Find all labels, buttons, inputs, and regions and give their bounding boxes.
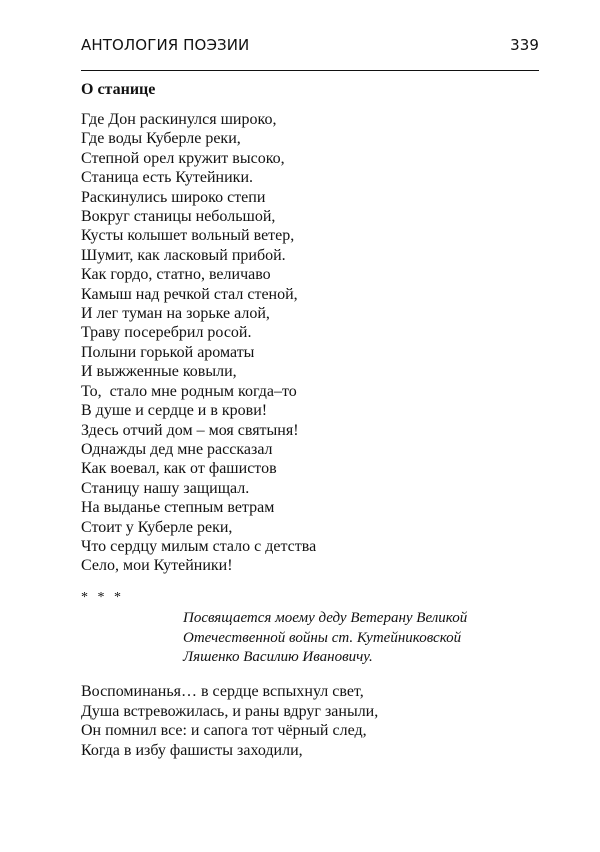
running-header <box>81 36 539 60</box>
poem-verses <box>81 110 316 576</box>
poem-title: О станице <box>81 81 156 98</box>
verse-line: Кусты колышет вольный ветер, <box>81 227 295 245</box>
section-separator: * * * <box>81 590 124 605</box>
verse-line: Раскинулись широко степи <box>81 188 266 206</box>
verse-line: Степной орел кружит высоко, <box>81 149 285 167</box>
dedication <box>183 609 467 668</box>
verse-line: Как воевал, как от фашистов <box>81 460 277 478</box>
verse-line: Здесь отчий дом – моя святыня! <box>81 421 299 439</box>
book-title: АНТОЛОГИЯ ПОЭЗИИ <box>81 36 250 54</box>
verse-line: Когда в избу фашисты заходили, <box>81 741 303 759</box>
verse-line: Шумит, как ласковый прибой. <box>81 246 286 264</box>
second-poem-verses <box>81 682 378 760</box>
dedication-line: Посвящается моему деду Ветерану Великой <box>183 610 468 626</box>
verse-line: Где Дон раскинулся широко, <box>81 111 277 128</box>
dedication-line: Отечественной войны ст. Кутейниковской <box>183 629 462 646</box>
verse-line: Станицу нашу защищал. <box>81 479 250 497</box>
verse-line: И лег туман на зорьке алой, <box>81 305 270 323</box>
verse-line: Стоит у Куберле реки, <box>81 518 233 536</box>
verse-line: То, стало мне родным когда–то <box>81 382 297 400</box>
verse-line: Душа встревожилась, и раны вдруг заныли, <box>81 702 379 720</box>
dedication-line: Ляшенко Василию Ивановичу. <box>183 649 373 665</box>
verse-line: И выжженные ковыли, <box>81 363 237 381</box>
page-number: 339 <box>510 36 539 54</box>
verse-line: В душе и сердце и в крови! <box>81 402 268 420</box>
verse-line: Как гордо, статно, величаво <box>81 266 271 284</box>
verse-line: Полыни горькой ароматы <box>81 343 255 361</box>
verse-line: Село, мои Кутейники! <box>81 557 233 575</box>
verse-line: Что сердцу милым стало с детства <box>81 537 317 555</box>
verse-line: Траву посеребрил росой. <box>81 324 252 342</box>
verse-line: Станица есть Кутейники. <box>81 169 254 187</box>
header-divider <box>81 70 539 71</box>
verse-line: Он помнил все: и сапога тот чёрный след, <box>81 722 367 739</box>
verse-line: Однажды дед мне рассказал <box>81 440 273 458</box>
verse-line: Вокруг станицы небольшой, <box>81 208 276 226</box>
verse-line: Где воды Куберле реки, <box>81 130 241 148</box>
verse-line: Камыш над речкой стал стеной, <box>81 285 298 303</box>
verse-line: Воспоминанья… в сердце вспыхнул свет, <box>81 683 364 700</box>
verse-line: На выданье степным ветрам <box>81 499 275 517</box>
